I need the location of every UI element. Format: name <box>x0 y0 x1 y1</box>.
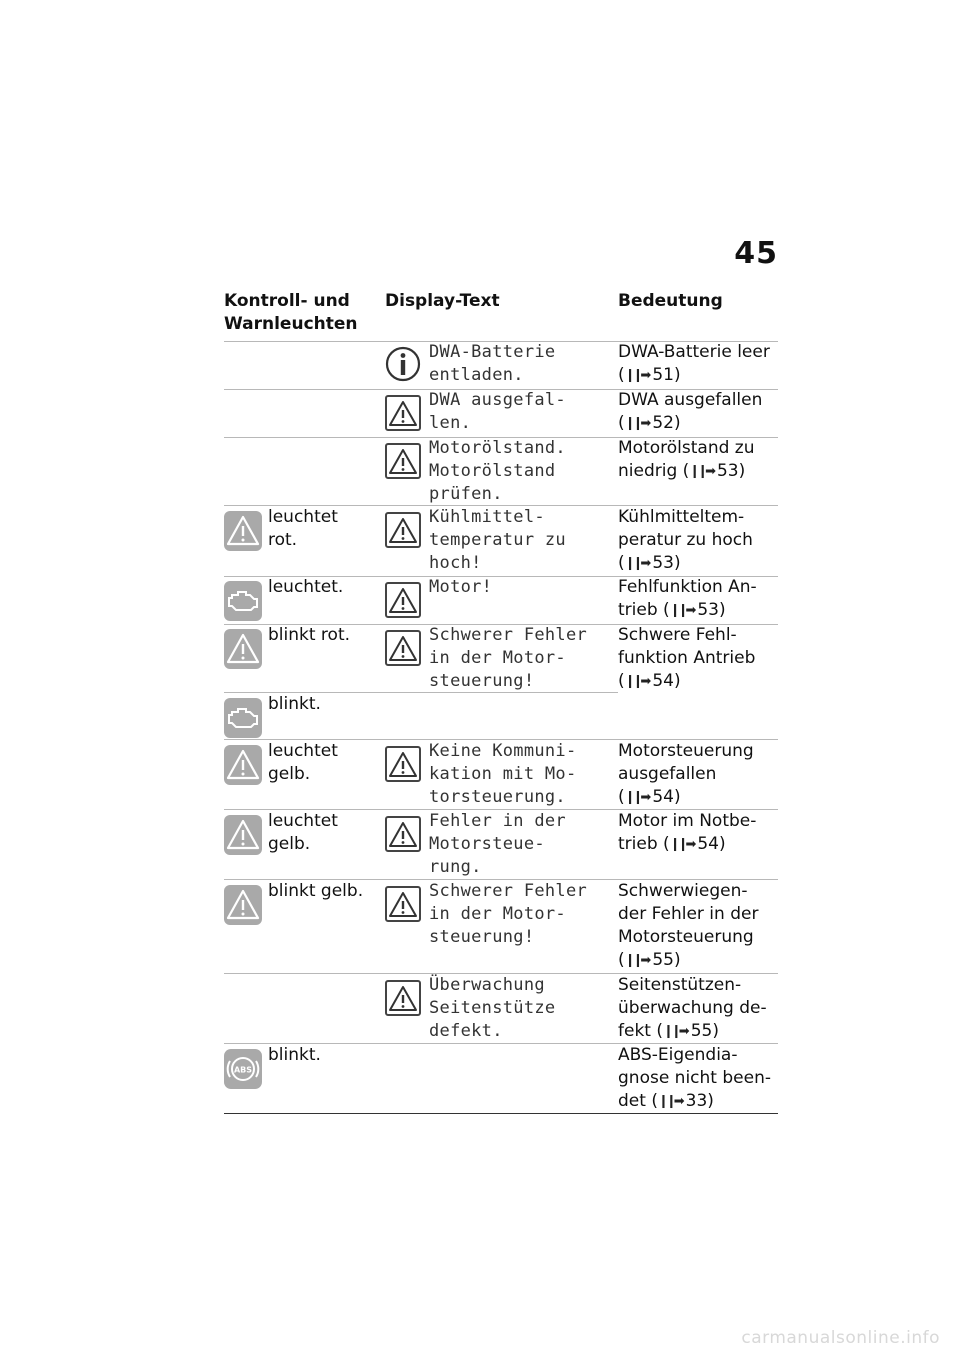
page-reference-arrow-icon: ❙❙➡ <box>669 837 694 852</box>
warning-triangle-lamp <box>224 745 262 785</box>
page-reference-arrow-icon: ❙❙➡ <box>624 953 649 968</box>
page-reference-link[interactable]: 54) <box>652 787 681 807</box>
page-reference-arrow-icon: ❙❙➡ <box>657 1094 682 1109</box>
lamp-status: leuchtet gelb. <box>268 811 338 854</box>
abs-lamp <box>224 1049 262 1089</box>
info-icon <box>385 346 423 384</box>
display-text: Kühlmittel- temperatur zu hoch! <box>429 507 566 573</box>
warning-triangle-icon <box>385 512 421 548</box>
warning-triangle-icon <box>385 582 421 618</box>
meaning-label: DWA-Batterie leer ( <box>618 342 770 385</box>
meaning-label: Schwerwiegen- der Fehler in der Motorsteuerung ( <box>618 881 759 970</box>
display-text: DWA-Batterie entladen. <box>429 342 556 385</box>
lamp-status: blinkt. <box>268 694 321 714</box>
display-text: Keine Kommuni- kation mit Mo- torsteuerung. <box>429 741 577 807</box>
page-reference-link[interactable]: 54) <box>652 671 681 691</box>
page-reference-link[interactable]: 53) <box>716 461 746 481</box>
warning-triangle-lamp <box>224 815 262 855</box>
lamp-status: leuchtet rot. <box>268 507 338 550</box>
page-reference-link[interactable]: 53) <box>652 553 681 573</box>
header-col-meaning: Bedeutung <box>618 291 723 311</box>
meaning-text <box>618 880 778 973</box>
meaning-text <box>618 341 778 388</box>
meaning-text <box>618 437 778 484</box>
lamp-status: blinkt rot. <box>268 625 351 645</box>
page-reference-link[interactable]: 53) <box>697 600 726 620</box>
display-text: Motor! <box>429 577 493 597</box>
abs-lamp-label: ABS <box>233 1065 253 1075</box>
display-text: Überwachung Seitenstütze defekt. <box>429 975 556 1041</box>
warning-triangle-icon <box>385 443 421 479</box>
page-reference-arrow-icon: ❙❙➡ <box>624 368 649 383</box>
lamp-status: leuchtet gelb. <box>268 741 338 784</box>
meaning-text <box>618 576 778 623</box>
page-reference-arrow-icon: ❙❙➡ <box>624 416 649 431</box>
meaning-label: Schwere Fehl- funktion Antrieb ( <box>618 625 756 691</box>
meaning-label: Motorölstand zu niedrig ( <box>618 438 755 481</box>
page-reference-arrow-icon: ❙❙➡ <box>669 603 694 618</box>
meaning-label: Kühlmitteltem- peratur zu hoch ( <box>618 507 753 573</box>
meaning-label: Fehlfunktion An- trieb ( <box>618 577 757 620</box>
page-reference-link[interactable]: 52) <box>652 413 681 433</box>
warning-triangle-icon <box>385 886 421 922</box>
footer-watermark: carmanualsonline.info <box>741 1328 940 1348</box>
page-reference-arrow-icon: ❙❙➡ <box>624 556 649 571</box>
meaning-text <box>618 389 778 436</box>
warning-triangle-lamp <box>224 511 262 551</box>
meaning-label: Seitenstützen- überwachung de- fekt ( <box>618 975 767 1041</box>
page-number: 45 <box>734 236 778 271</box>
page-reference-link[interactable]: 55) <box>690 1021 719 1041</box>
meaning-text <box>618 810 778 857</box>
engine-lamp <box>224 698 262 738</box>
page-reference-link[interactable]: 54) <box>697 834 726 854</box>
warning-triangle-lamp <box>224 885 262 925</box>
page-reference-arrow-icon: ❙❙➡ <box>663 1024 687 1039</box>
warning-triangle-icon <box>385 630 421 666</box>
display-text: Motorölstand. Motorölstand prüfen. <box>429 438 566 504</box>
warning-triangle-icon <box>385 746 421 782</box>
lamp-status: leuchtet. <box>268 577 344 597</box>
display-text: Fehler in der Motorsteue- rung. <box>429 811 566 877</box>
meaning-text <box>618 624 778 694</box>
warning-triangle-icon <box>385 980 421 1016</box>
warning-triangle-icon <box>385 395 421 431</box>
page-reference-arrow-icon: ❙❙➡ <box>624 674 649 689</box>
page-reference-link[interactable]: 51) <box>652 365 681 385</box>
meaning-label: ABS-Eigendia- gnose nicht been- det ( <box>618 1045 771 1111</box>
meaning-text <box>618 740 778 810</box>
display-text: Schwerer Fehler in der Motor- steuerung! <box>429 881 588 947</box>
page-reference-arrow-icon: ❙❙➡ <box>624 790 649 805</box>
warning-triangle-icon <box>385 816 421 852</box>
engine-lamp <box>224 581 262 621</box>
meaning-label: Motorsteuerung ausgefallen ( <box>618 741 754 807</box>
page-reference-link[interactable]: 55) <box>652 950 681 970</box>
page-reference-arrow-icon: ❙❙➡ <box>689 464 713 479</box>
display-text: DWA ausgefal- len. <box>429 390 566 433</box>
page-reference-link[interactable]: 33) <box>685 1091 714 1111</box>
warning-triangle-lamp <box>224 629 262 669</box>
meaning-label: Motor im Notbe- trieb ( <box>618 811 757 854</box>
meaning-text <box>618 1044 778 1114</box>
meaning-text <box>618 506 778 576</box>
display-text: Schwerer Fehler in der Motor- steuerung! <box>429 625 588 691</box>
header-col-display: Display-Text <box>385 291 500 311</box>
lamp-status: blinkt. <box>268 1045 321 1065</box>
meaning-label: DWA ausgefallen ( <box>618 390 763 433</box>
meaning-text <box>618 974 778 1044</box>
header-col-lamps: Kontroll- und Warnleuchten <box>224 291 358 334</box>
lamp-status: blinkt gelb. <box>268 881 364 901</box>
